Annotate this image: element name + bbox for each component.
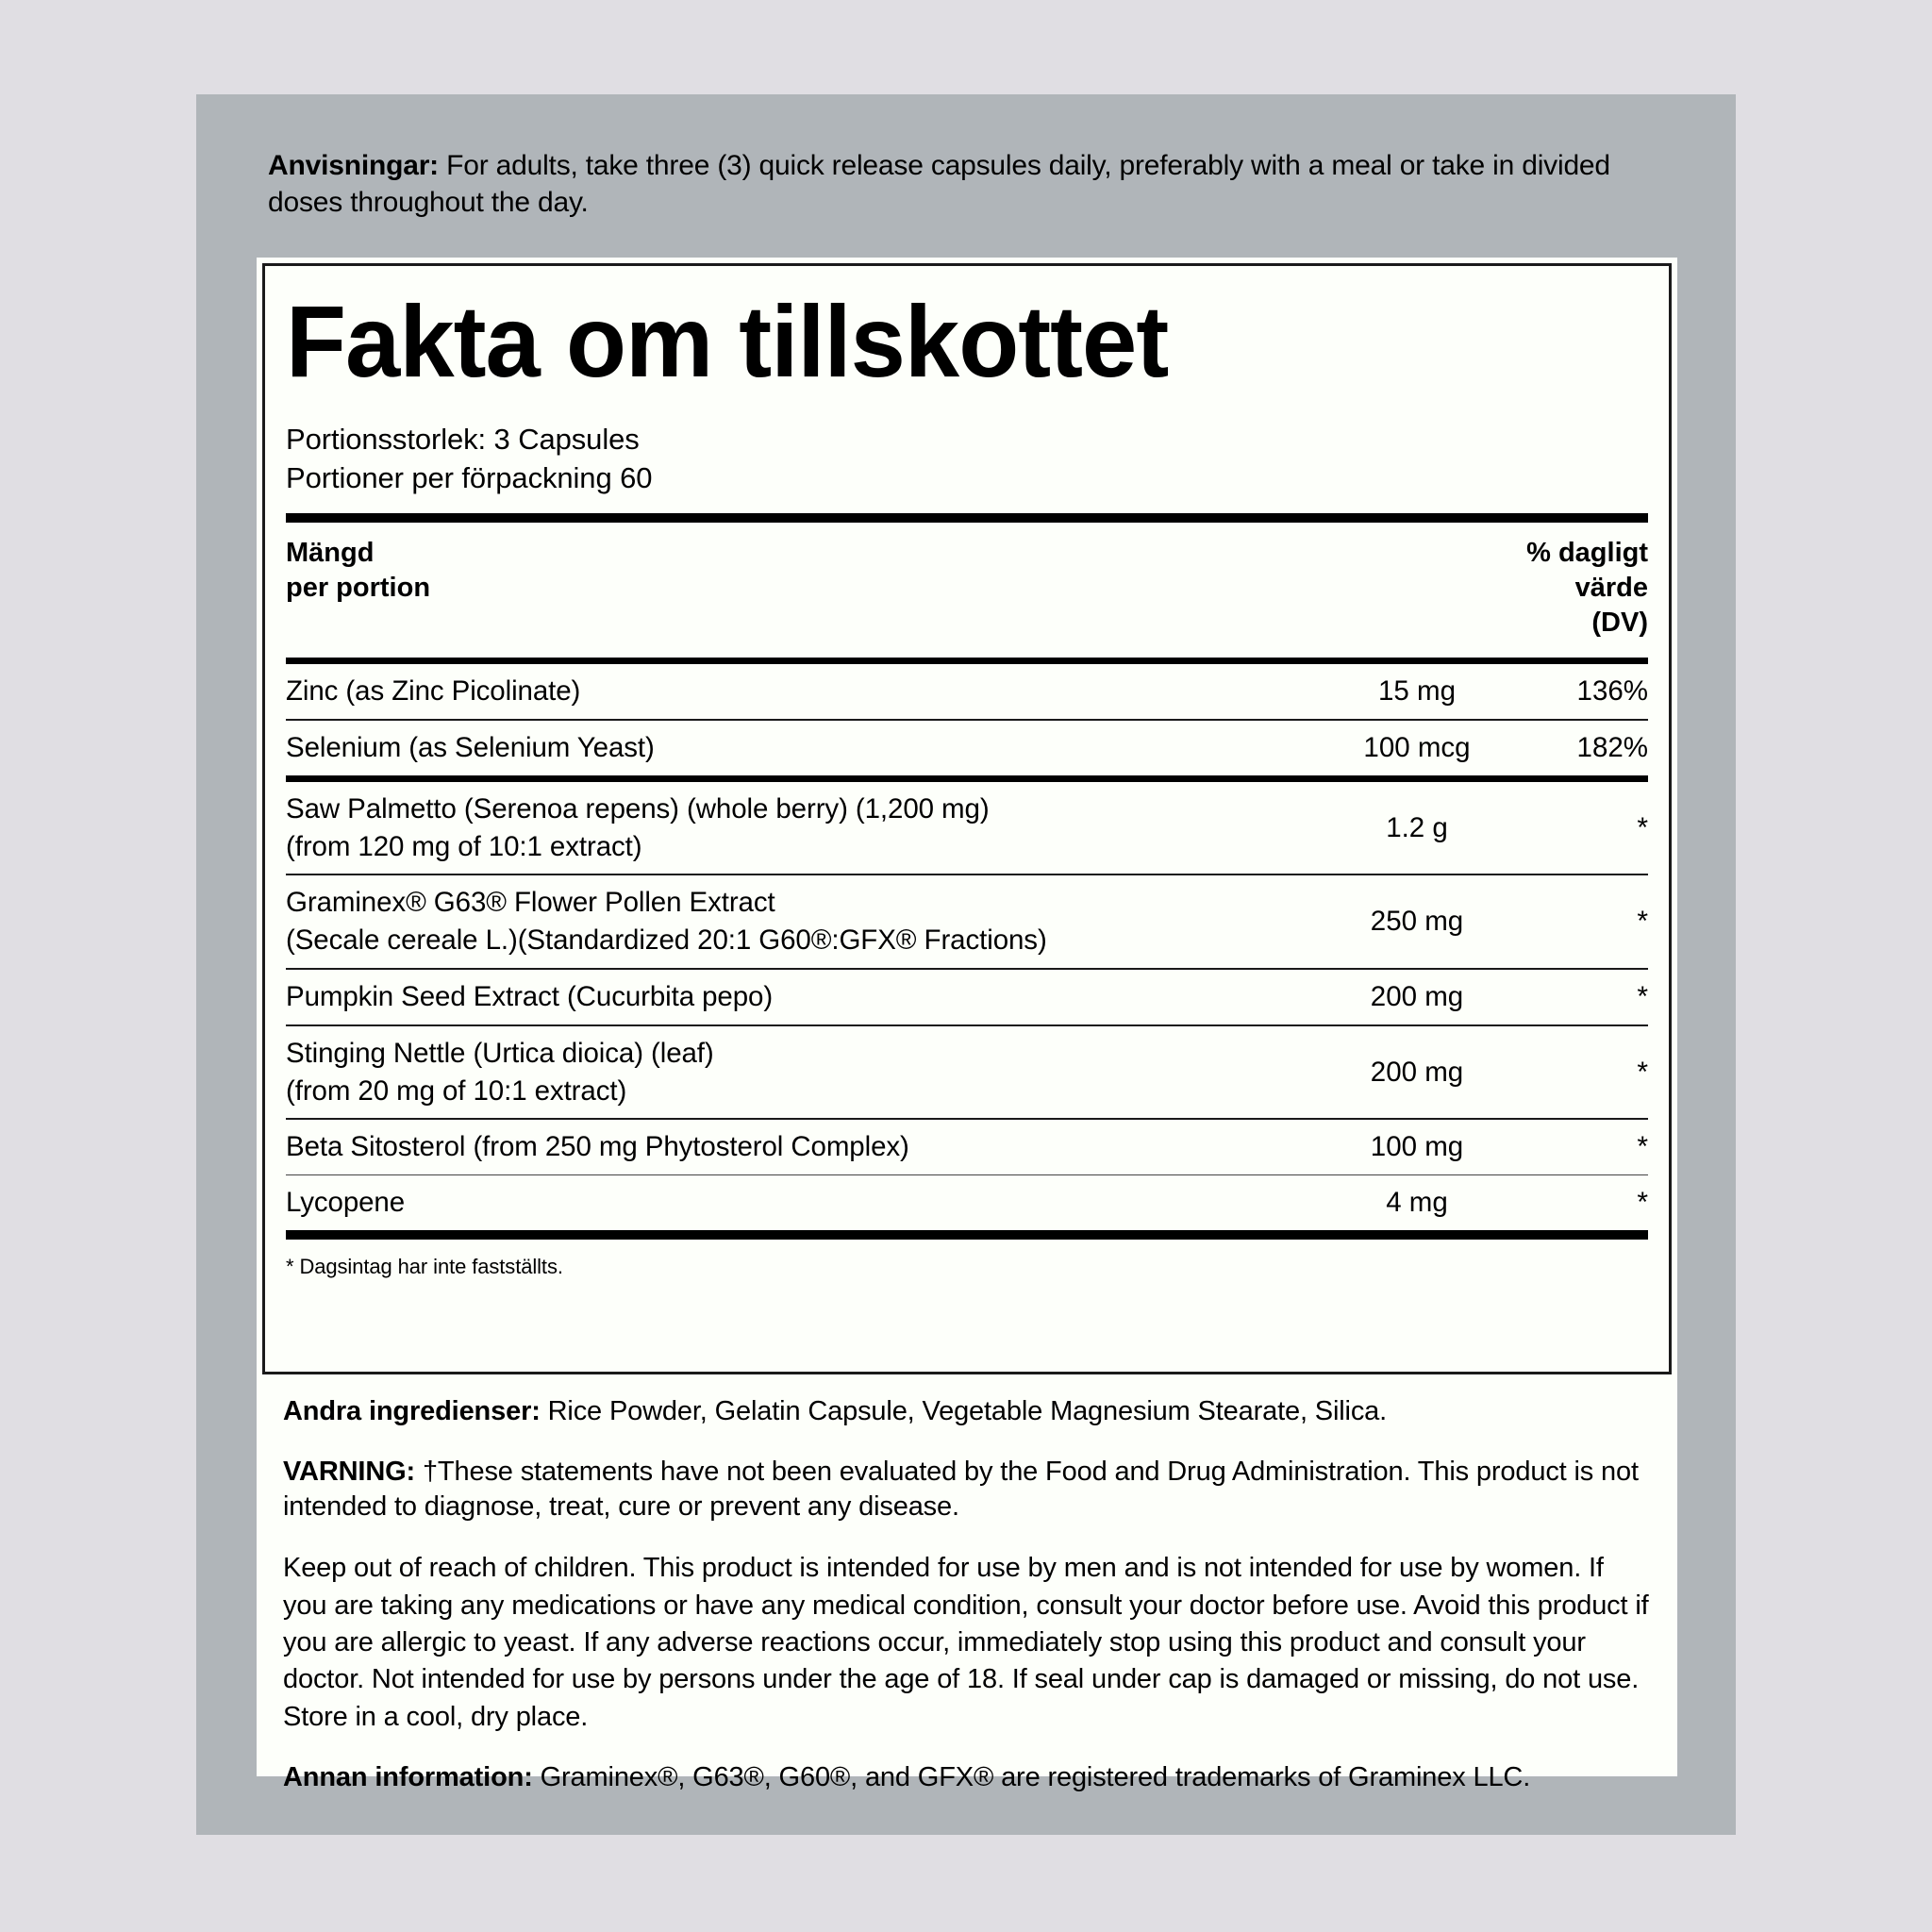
nutrient-table — [286, 658, 1648, 1230]
nutrient-amount: 1.2 g — [1308, 778, 1525, 874]
amount-header-line1: Mängd — [286, 537, 375, 568]
directions-paragraph — [268, 147, 1626, 221]
nutrient-name-line1: Lycopene — [286, 1187, 406, 1219]
nutrient-table-body — [286, 661, 1648, 1230]
nutrient-name — [286, 778, 1308, 874]
nutrient-dv: * — [1525, 874, 1648, 969]
dv-header-line2: värde — [1574, 572, 1648, 603]
nutrient-name-line1: Beta Sitosterol (from 250 mg Phytosterol Complex) — [286, 1131, 909, 1163]
nutrient-name-line2: (from 120 mg of 10:1 extract) — [286, 830, 642, 862]
amount-header-line2: per portion — [286, 572, 431, 603]
table-row — [286, 778, 1648, 874]
serving-size: Portionsstorlek: 3 Capsules — [286, 423, 640, 456]
nutrient-amount: 200 mg — [1308, 1025, 1525, 1120]
nutrient-name — [286, 661, 1308, 720]
amount-header — [286, 536, 430, 606]
nutrient-name-line1: Saw Palmetto (Serenoa repens) (whole berry) (1,200 mg) — [286, 792, 990, 824]
nutrient-dv: * — [1525, 1025, 1648, 1120]
directions-text: For adults, take three (3) quick release capsules daily, preferably with a meal or take in divided doses throughout the day. — [268, 150, 1610, 218]
table-row — [286, 874, 1648, 969]
nutrient-name-line1: Zinc (as Zinc Picolinate) — [286, 675, 581, 708]
nutrient-name — [286, 1119, 1308, 1174]
servings-per-container: Portioner per förpackning 60 — [286, 460, 653, 494]
label-footer-text — [283, 1394, 1653, 1796]
nutrient-amount: 200 mg — [1308, 969, 1525, 1025]
table-row — [286, 720, 1648, 778]
nutrient-name-line1: Graminex® G63® Flower Pollen Extract — [286, 887, 775, 919]
nutrient-name-line2: (from 20 mg of 10:1 extract) — [286, 1074, 627, 1107]
nutrient-name-line1: Selenium (as Selenium Yeast) — [286, 731, 655, 763]
daily-value-header — [1526, 536, 1648, 641]
nutrient-dv: 136% — [1525, 661, 1648, 720]
nutrient-amount: 100 mcg — [1308, 720, 1525, 778]
nutrient-name — [286, 874, 1308, 969]
supplement-facts-box — [262, 263, 1672, 1374]
supplement-label-panel — [196, 94, 1736, 1835]
nutrient-name — [286, 969, 1308, 1025]
divider-thick-bottom — [286, 1230, 1648, 1240]
dv-header-line1: % dagligt — [1526, 537, 1648, 568]
nutrient-dv: * — [1525, 969, 1648, 1025]
nutrient-amount: 4 mg — [1308, 1175, 1525, 1230]
warning-paragraph — [283, 1455, 1653, 1525]
warning-label: VARNING: — [283, 1456, 416, 1487]
table-row — [286, 661, 1648, 720]
warning-text: †These statements have not been evaluated by the Food and Drug Administration. This product is not intended to diagnose, treat, cure or prevent any disease. — [283, 1456, 1639, 1523]
nutrient-amount: 100 mg — [1308, 1119, 1525, 1174]
serving-info — [286, 421, 1648, 498]
table-row — [286, 969, 1648, 1025]
daily-value-footnote: * Dagsintag har inte fastställts. — [286, 1255, 563, 1279]
nutrient-dv: * — [1525, 1119, 1648, 1174]
keep-out-of-reach-paragraph: Keep out of reach of children. This product is intended for use by men and is not intended for use by women. If you are taking any medications or have any medical condition, consult your doctor before use. Avoid this product if you are allergic to yeast. If any adverse reactions occur, immediately stop using this product and consult your doctor. Not intended for use by persons under the age of 18. If seal under cap is damaged or missing, do not use. Store in a cool, dry place. — [283, 1553, 1649, 1732]
nutrient-name — [286, 1025, 1308, 1120]
table-row — [286, 1025, 1648, 1120]
directions-label: Anvisningar: — [268, 150, 439, 181]
nutrient-dv: * — [1525, 778, 1648, 874]
nutrient-name — [286, 1175, 1308, 1230]
table-row — [286, 1175, 1648, 1230]
table-header — [286, 523, 1648, 658]
nutrient-name-line1: Pumpkin Seed Extract (Cucurbita pepo) — [286, 981, 774, 1013]
nutrient-amount: 250 mg — [1308, 874, 1525, 969]
other-information-text: Graminex®, G63®, G60®, and GFX® are registered trademarks of Graminex LLC. — [532, 1762, 1531, 1793]
supplement-facts-card — [257, 258, 1677, 1793]
other-ingredients-label: Andra ingredienser: — [283, 1396, 541, 1426]
page-title: Fakta om tillskottet — [286, 284, 1169, 398]
nutrient-dv: * — [1525, 1175, 1648, 1230]
other-ingredients-paragraph — [283, 1394, 1653, 1430]
nutrient-amount: 15 mg — [1308, 661, 1525, 720]
divider-thick-top — [286, 513, 1648, 523]
nutrient-name — [286, 720, 1308, 778]
nutrient-name-line1: Stinging Nettle (Urtica dioica) (leaf) — [286, 1037, 714, 1069]
other-information-label: Annan information: — [283, 1762, 533, 1793]
other-ingredients-text: Rice Powder, Gelatin Capsule, Vegetable Magnesium Stearate, Silica. — [540, 1396, 1388, 1426]
table-row — [286, 1119, 1648, 1174]
nutrient-dv: 182% — [1525, 720, 1648, 778]
dv-header-line3: (DV) — [1591, 608, 1648, 639]
nutrient-name-line2: (Secale cereale L.)(Standardized 20:1 G60®:GFX® Fractions) — [286, 924, 1047, 957]
other-information-paragraph — [283, 1760, 1653, 1796]
